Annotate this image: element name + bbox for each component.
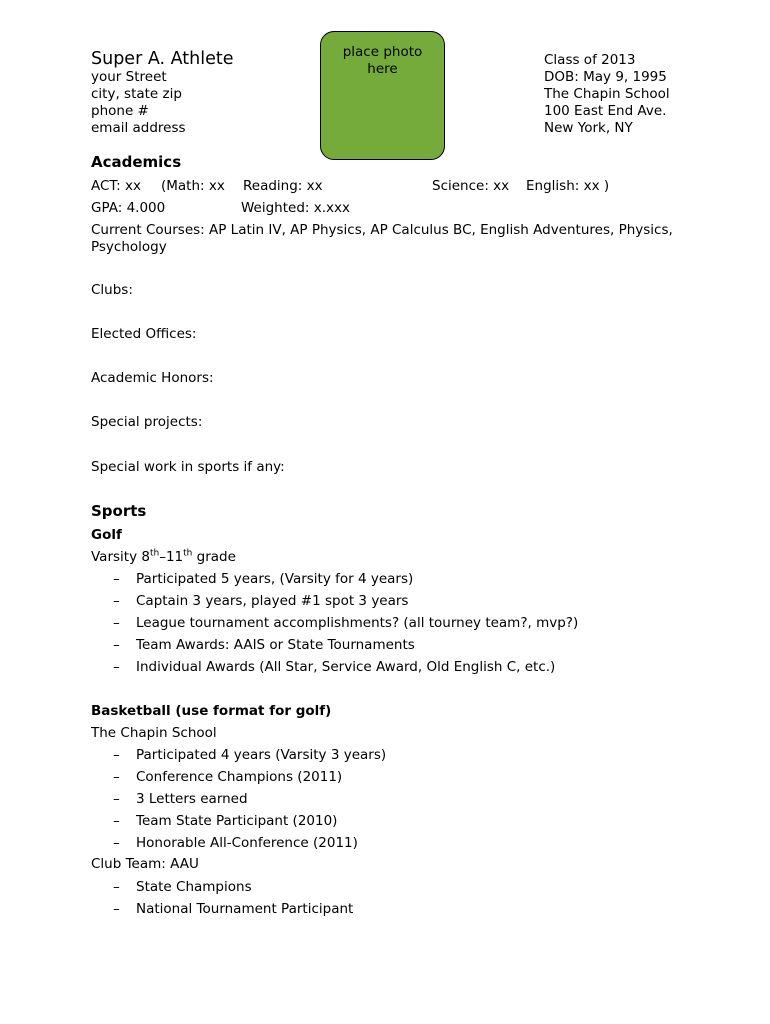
class-year: Class of 2013 [544, 52, 636, 68]
bullet-dash: – [113, 769, 120, 785]
clubs-label: Clubs: [91, 282, 133, 298]
basketball-item: Team State Participant (2010) [136, 813, 338, 829]
golf-item: Captain 3 years, played #1 spot 3 years [136, 593, 409, 609]
special-work-label: Special work in sports if any: [91, 459, 285, 475]
sports-heading: Sports [91, 502, 147, 520]
golf-varsity-grades: Varsity 8th–11th grade [91, 548, 236, 565]
act-science: Science: xx [432, 178, 510, 194]
bullet-dash: – [113, 747, 120, 763]
current-courses-cont: Psychology [91, 239, 167, 255]
basketball-item: 3 Letters earned [136, 791, 248, 807]
bullet-dash: – [113, 835, 120, 851]
school-address-line1: 100 East End Ave. [544, 103, 667, 119]
email-address: email address [91, 120, 186, 136]
bullet-dash: – [113, 571, 120, 587]
club-team: Club Team: AAU [91, 856, 199, 872]
bullet-dash: – [113, 879, 120, 895]
club-item: National Tournament Participant [136, 901, 354, 917]
basketball-heading: Basketball (use format for golf) [91, 703, 332, 719]
golf-item: Individual Awards (All Star, Service Award, Old English C, etc.) [136, 659, 556, 675]
phone-number: phone # [91, 103, 149, 119]
basketball-item: Participated 4 years (Varsity 3 years) [136, 747, 387, 763]
bullet-dash: – [113, 813, 120, 829]
school-name: The Chapin School [544, 86, 670, 102]
act-math: (Math: xx [161, 178, 225, 194]
bullet-dash: – [113, 791, 120, 807]
bullet-dash: – [113, 615, 120, 631]
act-reading: Reading: xx [243, 178, 323, 194]
current-courses: Current Courses: AP Latin IV, AP Physics, AP Calculus BC, English Adventures, Physics, [91, 222, 673, 238]
bullet-dash: – [113, 593, 120, 609]
street-address: your Street [91, 69, 167, 85]
academic-honors-label: Academic Honors: [91, 370, 214, 386]
bullet-dash: – [113, 659, 120, 675]
academics-heading: Academics [91, 153, 182, 171]
school-address-line2: New York, NY [544, 120, 633, 136]
golf-item: Team Awards: AAIS or State Tournaments [136, 637, 415, 653]
bullet-dash: – [113, 901, 120, 917]
city-state-zip: city, state zip [91, 86, 182, 102]
gpa: GPA: 4.000 [91, 200, 166, 216]
bullet-dash: – [113, 637, 120, 653]
photo-placeholder-label: place photo here [342, 44, 423, 77]
golf-item: Participated 5 years, (Varsity for 4 years) [136, 571, 414, 587]
basketball-school: The Chapin School [91, 725, 217, 741]
photo-placeholder [320, 31, 445, 160]
act-english: English: xx ) [526, 178, 610, 194]
club-item: State Champions [136, 879, 252, 895]
date-of-birth: DOB: May 9, 1995 [544, 69, 667, 85]
golf-heading: Golf [91, 527, 122, 543]
elected-offices-label: Elected Offices: [91, 326, 197, 342]
basketball-item: Honorable All-Conference (2011) [136, 835, 358, 851]
student-name: Super A. Athlete [91, 49, 234, 69]
weighted-gpa: Weighted: x.xxx [241, 200, 350, 216]
special-projects-label: Special projects: [91, 414, 203, 430]
act-score: ACT: xx [91, 178, 142, 194]
golf-item: League tournament accomplishments? (all tourney team?, mvp?) [136, 615, 579, 631]
basketball-item: Conference Champions (2011) [136, 769, 343, 785]
